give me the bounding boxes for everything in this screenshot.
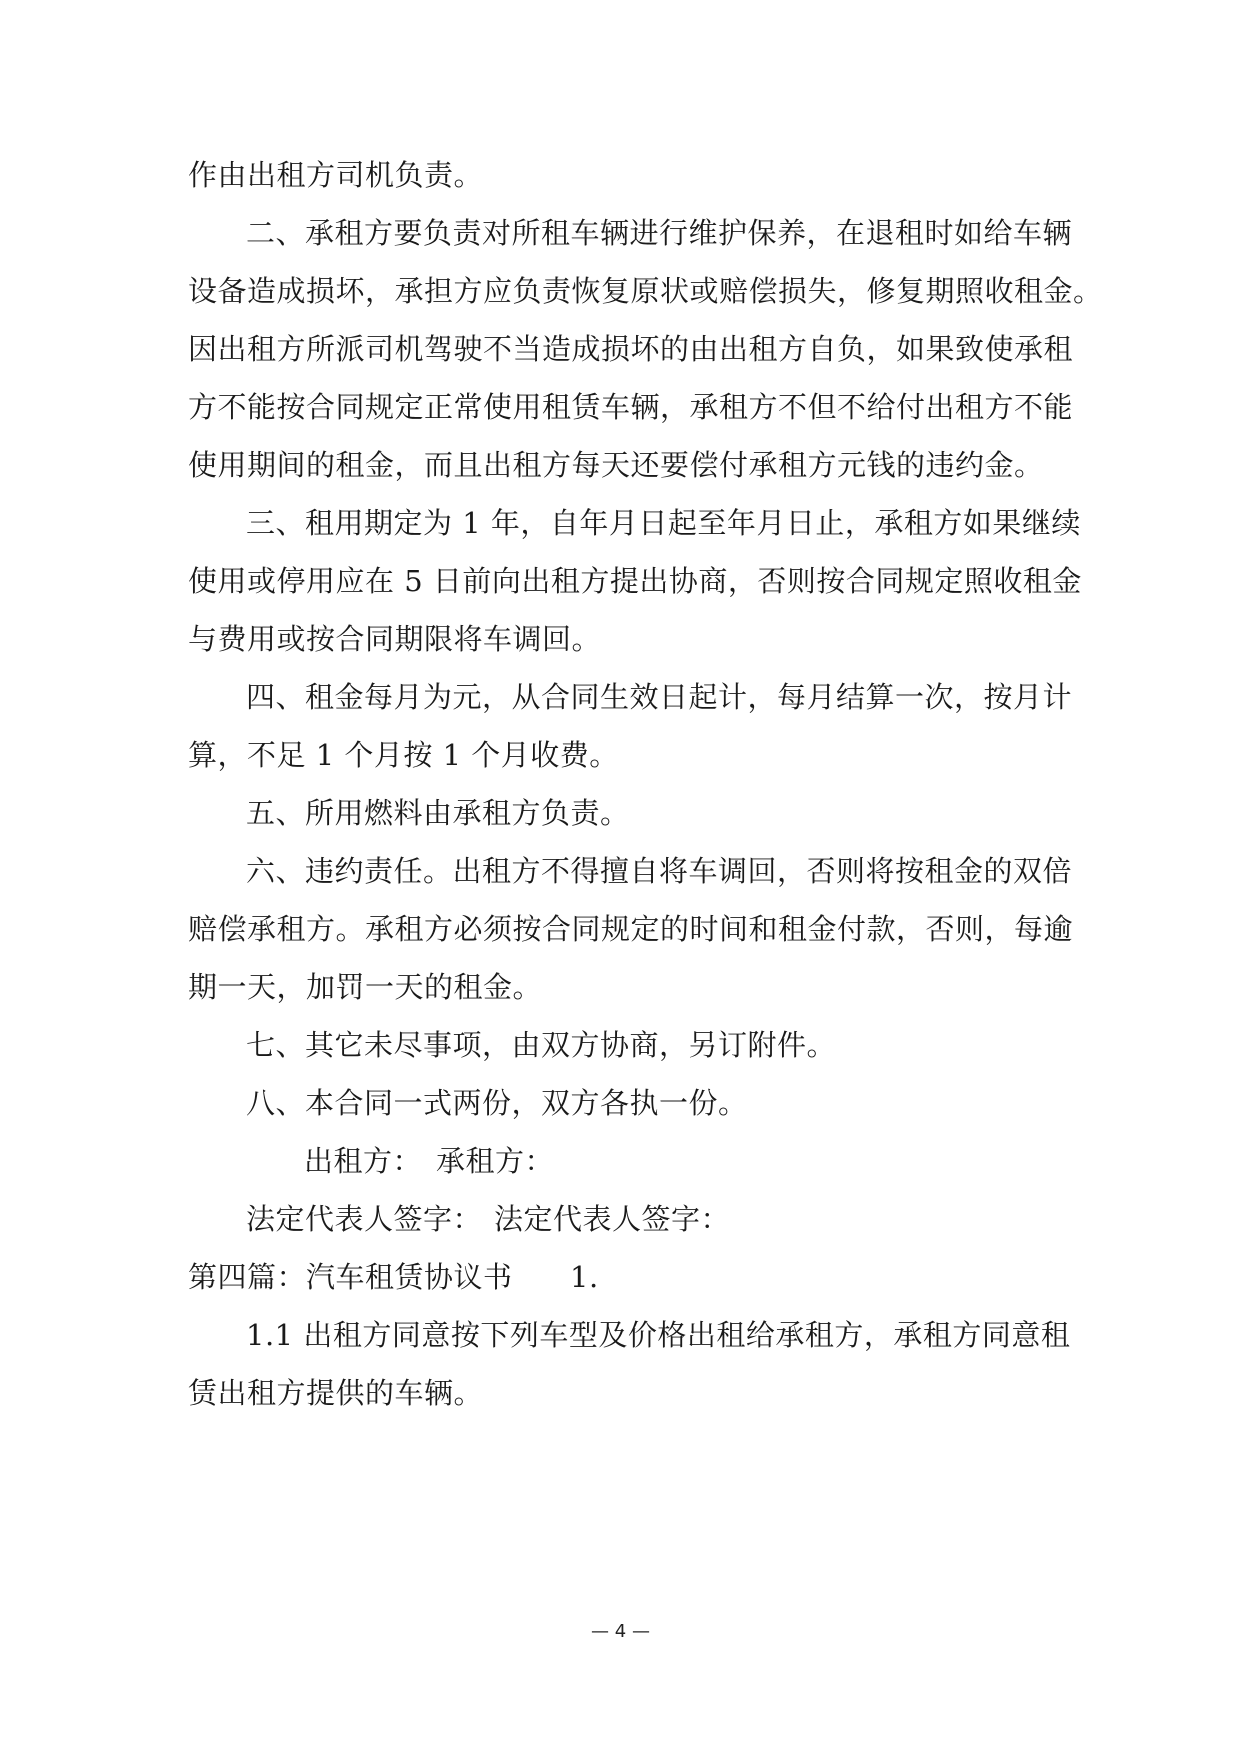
signature-lessor-label: 出租方： xyxy=(304,1144,423,1178)
section-title: 第四篇：汽车租赁协议书 xyxy=(188,1260,513,1294)
signature-rep-left-label: 法定代表人签字： xyxy=(246,1202,483,1236)
clause-1-1-line: 1.1 出租方同意按下列车型及价格出租给承租方，承租方同意租 xyxy=(246,1318,1071,1352)
clause-4-line: 四、租金每月为元，从合同生效日起计，每月结算一次，按月计 xyxy=(246,680,1073,714)
clause-8-line: 八、本合同一式两份，双方各执一份。 xyxy=(246,1086,748,1120)
clause-2-line: 因出租方所派司机驾驶不当造成损坏的由出租方自负，如果致使承租 xyxy=(188,332,1074,366)
clause-6-line: 期一天，加罚一天的租金。 xyxy=(188,970,543,1004)
page-number: — 4 — xyxy=(591,1621,650,1642)
clause-2-line: 设备造成损坏，承担方应负责恢复原状或赔偿损失，修复期照收租金。 xyxy=(188,274,1103,308)
clause-6-line: 赔偿承租方。承租方必须按合同规定的时间和租金付款，否则，每逾 xyxy=(188,912,1074,946)
clause-6-line: 六、违约责任。出租方不得擅自将车调回，否则将按租金的双倍 xyxy=(246,854,1073,888)
paragraph-line: 作由出租方司机负责。 xyxy=(188,158,484,192)
clause-1-1-line: 赁出租方提供的车辆。 xyxy=(188,1376,484,1410)
section-number: 1. xyxy=(570,1260,599,1294)
clause-3-line: 与费用或按合同期限将车调回。 xyxy=(188,622,602,656)
clause-2-line: 二、承租方要负责对所租车辆进行维护保养，在退租时如给车辆 xyxy=(246,216,1073,250)
clause-4-line: 算，不足 1 个月按 1 个月收费。 xyxy=(188,738,619,772)
clause-3-line: 三、租用期定为 1 年，自年月日起至年月日止，承租方如果继续 xyxy=(246,506,1081,540)
signature-rep-right-label: 法定代表人签字： xyxy=(494,1202,731,1236)
clause-5-line: 五、所用燃料由承租方负责。 xyxy=(246,796,630,830)
signature-lessee-label: 承租方： xyxy=(436,1144,555,1178)
clause-2-line: 方不能按合同规定正常使用租赁车辆，承租方不但不给付出租方不能 xyxy=(188,390,1074,424)
clause-2-line: 使用期间的租金，而且出租方每天还要偿付承租方元钱的违约金。 xyxy=(188,448,1044,482)
clause-7-line: 七、其它未尽事项，由双方协商，另订附件。 xyxy=(246,1028,837,1062)
clause-3-line: 使用或停用应在 5 日前向出租方提出协商，否则按合同规定照收租金 xyxy=(188,564,1082,598)
